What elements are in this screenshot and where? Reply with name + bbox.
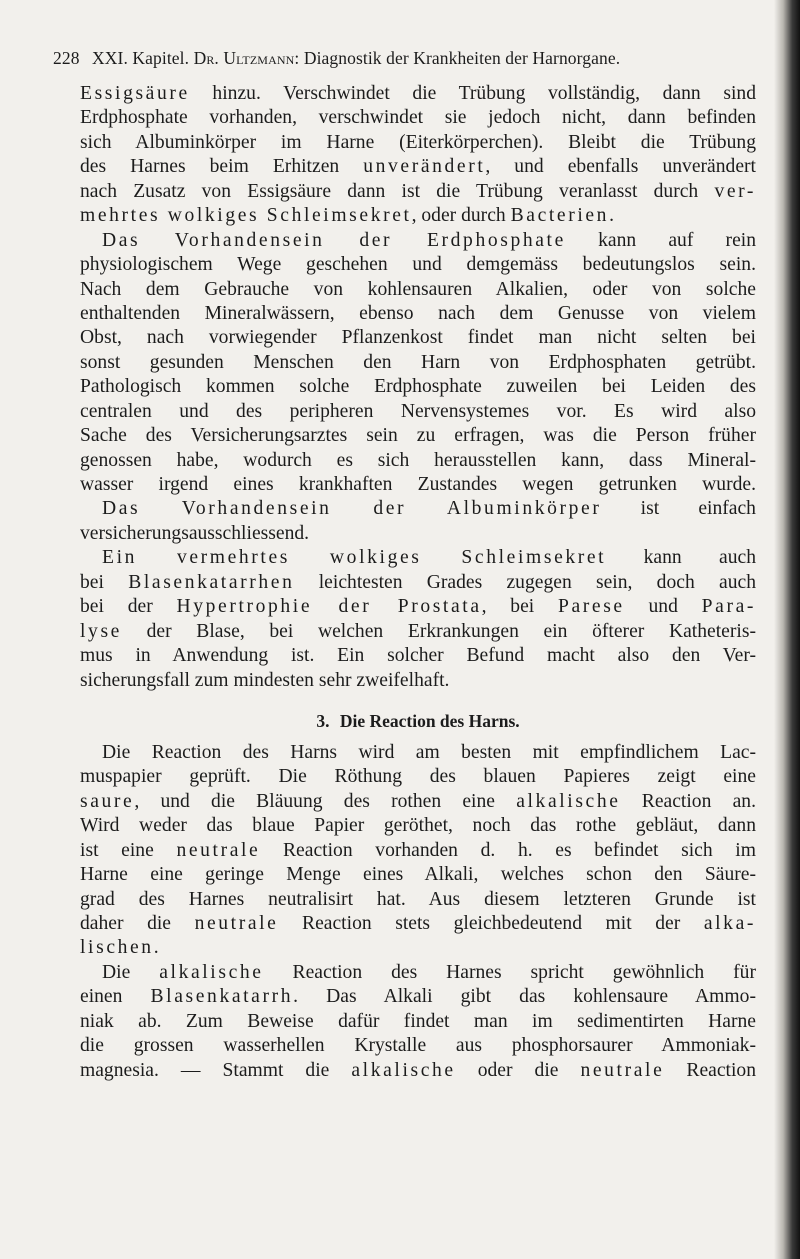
emphasized-text: Bacterien <box>510 205 610 227</box>
text-line <box>80 1059 756 1083</box>
page-number: 228 <box>53 48 80 68</box>
emphasized-text: Ein vermehrtes wolkiges Schleimsekret <box>102 547 607 569</box>
text-segment: des Harnes beim Erhitzen <box>80 156 364 178</box>
text-line <box>80 131 756 155</box>
text-segment: mus in Anwendung ist. Ein solcher Befund macht also den Ver- <box>80 645 756 667</box>
book-title: Diagnostik der Krankheiten der Harnorgane. <box>303 48 621 68</box>
text-line <box>80 620 756 644</box>
text-segment: Die <box>102 961 160 983</box>
text-line <box>80 424 756 448</box>
text-segment: Reaction vorhanden d. h. es befindet sich im <box>260 839 756 861</box>
emphasized-text: alkalische <box>351 1059 456 1081</box>
emphasized-text: Parese <box>557 596 625 618</box>
text-segment: , und die Bläuung des rothen eine <box>134 790 517 812</box>
text-segment: , und ebenfalls unverändert <box>485 156 757 178</box>
text-line <box>80 571 756 595</box>
text-line <box>80 253 756 277</box>
text-segment: oder die <box>455 1059 581 1081</box>
text-line <box>80 936 756 960</box>
emphasized-text: Para- <box>701 596 756 618</box>
text-line <box>80 644 756 668</box>
text-segment: sonst gesunden Menschen den Harn von Erdphosphaten getrübt. <box>80 351 756 373</box>
text-segment: Sache des Versicherungsarztes sein zu erfragen, was die Person früher <box>80 425 756 447</box>
text-line <box>80 985 756 1009</box>
emphasized-text: alkalische <box>516 790 621 812</box>
paragraph-block-urine-sediment <box>80 82 756 693</box>
text-segment: einen <box>80 986 151 1008</box>
text-segment: Erdphosphate vorhanden, verschwindet sie jedoch nicht, dann befinden <box>80 107 756 129</box>
text-segment: hinzu. Verschwindet die Trübung vollständig, dann sind <box>189 83 756 104</box>
emphasized-text: alkalische <box>159 961 264 983</box>
text-line <box>80 449 756 473</box>
emphasized-text: Essigsäure <box>80 83 190 104</box>
text-segment: centralen und des peripheren Nervensystemes vor. Es wird also <box>80 400 756 422</box>
text-segment: kann auch <box>606 547 756 569</box>
text-line <box>80 326 756 350</box>
text-line <box>80 522 756 546</box>
emphasized-text: lischen <box>80 937 154 959</box>
emphasized-text: Das Vorhandensein der Albuminkörper <box>102 498 602 520</box>
text-segment: leichtesten Grades zugegen sein, doch auch <box>294 571 756 593</box>
text-segment: wasser irgend eines krankhaften Zustandes wegen getrunken wurde. <box>80 474 756 495</box>
text-segment: Reaction an. <box>620 790 756 812</box>
text-segment: , bei <box>481 596 558 618</box>
text-line <box>80 400 756 424</box>
text-line <box>80 765 756 789</box>
text-line <box>80 669 756 693</box>
text-segment: ist einfach <box>601 498 756 520</box>
text-line <box>80 888 756 912</box>
emphasized-text: neutrale <box>176 839 261 861</box>
text-segment: versicherungsausschliessend. <box>80 522 310 544</box>
text-line <box>80 106 756 130</box>
text-line <box>80 351 756 375</box>
text-segment: bei der <box>80 596 177 618</box>
text-line <box>80 912 756 936</box>
text-segment: die grossen wasserhellen Krystalle aus phosphorsaurer Ammoniak- <box>80 1035 756 1057</box>
text-line <box>80 741 756 765</box>
text-segment: muspapier geprüft. Die Röthung des blauen Papieres zeigt eine <box>80 766 756 788</box>
emphasized-text: Blasenkatarrhen <box>128 571 295 593</box>
section-number: 3. <box>316 710 330 731</box>
text-line <box>80 302 756 326</box>
paragraph-block-reaction <box>80 741 756 1083</box>
text-segment: . Das Alkali gibt das kohlensaure Ammo- <box>293 986 756 1008</box>
text-line <box>80 814 756 838</box>
section-heading <box>80 701 756 741</box>
text-line <box>80 546 756 570</box>
page-edge-shadow <box>774 0 800 1259</box>
text-segment: niak ab. Zum Beweise dafür findet man im sedimentirten Harne <box>80 1010 756 1032</box>
emphasized-text: Hypertrophie der Prostata <box>176 596 482 618</box>
text-segment: der Blase, bei welchen Erkrankungen ein öfterer Katheteris- <box>121 620 756 642</box>
text-segment: Nach dem Gebrauche von kohlensauren Alkalien, oder von solche <box>80 278 756 300</box>
text-line <box>80 839 756 863</box>
text-segment: nach Zusatz von Essigsäure dann ist die Trübung veranlasst durch <box>80 180 715 202</box>
text-segment: ist eine <box>80 839 177 861</box>
text-line <box>80 961 756 985</box>
emphasized-text: lyse <box>80 620 122 642</box>
text-line <box>80 595 756 619</box>
emphasized-text: saure <box>80 790 135 812</box>
emphasized-text: neutrale <box>580 1059 665 1081</box>
emphasized-text: neutrale <box>194 913 279 934</box>
emphasized-text: Blasenkatarrh <box>150 986 294 1008</box>
text-segment: Harne eine geringe Menge eines Alkali, welches schon den Säure- <box>80 864 756 886</box>
emphasized-text: unverändert <box>363 156 486 178</box>
emphasized-text: ver- <box>714 180 756 202</box>
text-segment: genossen habe, wodurch es sich herausstellen kann, dass Mineral- <box>80 449 756 471</box>
text-line <box>80 497 756 521</box>
text-segment: und <box>624 596 702 618</box>
text-line <box>80 204 756 228</box>
text-line <box>80 375 756 399</box>
text-segment: , oder durch <box>411 205 511 227</box>
text-line <box>80 1010 756 1034</box>
text-line <box>80 180 756 204</box>
text-line <box>80 82 756 106</box>
section-title: Die Reaction des Harns. <box>339 710 520 731</box>
text-segment: bei <box>80 571 129 593</box>
text-segment: Wird weder das blaue Papier geröthet, noch das rothe gebläut, dann <box>80 815 756 837</box>
text-line <box>80 155 756 179</box>
text-line <box>80 473 756 497</box>
text-line <box>80 863 756 887</box>
header-separator: : <box>294 48 300 68</box>
text-segment: Reaction stets gleichbedeutend mit der <box>278 913 704 934</box>
text-segment: enthaltenden Mineralwässern, ebenso nach dem Genusse von vielem <box>80 302 756 324</box>
text-line <box>80 229 756 253</box>
text-segment: . <box>153 937 159 959</box>
text-segment: kann auf rein <box>565 229 757 251</box>
emphasized-text: mehrtes wolkiges Schleimsekret <box>80 205 412 227</box>
text-segment: . <box>609 205 614 227</box>
text-segment: Pathologisch kommen solche Erdphosphate zuweilen bei Leiden des <box>80 376 756 398</box>
text-segment: Reaction <box>664 1059 757 1081</box>
text-segment: Obst, nach vorwiegender Pflanzenkost findet man nicht selten bei <box>80 327 756 349</box>
text-line <box>80 790 756 814</box>
text-segment: grad des Harnes neutralisirt hat. Aus diesem letzteren Grunde ist <box>80 888 756 910</box>
text-segment: Reaction des Harnes spricht gewöhnlich für <box>263 961 756 983</box>
text-segment: magnesia. — Stammt die <box>80 1059 352 1081</box>
text-segment: physiologischem Wege geschehen und demgemäss bedeutungslos sein. <box>80 254 756 276</box>
author-name: Dr. Ultzmann <box>193 48 295 68</box>
text-line <box>80 278 756 302</box>
text-segment: Die Reaction des Harns wird am besten mit empfindlichem Lac- <box>102 741 756 763</box>
emphasized-text: Das Vorhandensein der Erdphosphate <box>102 229 566 251</box>
text-line <box>80 1034 756 1058</box>
emphasized-text: alka- <box>703 913 756 934</box>
text-segment: sicherungsfall zum mindesten sehr zweifelhaft. <box>80 669 450 691</box>
running-header <box>53 48 753 69</box>
text-segment: daher die <box>80 913 195 934</box>
chapter-label: XXI. Kapitel. <box>92 48 190 68</box>
text-segment: sich Albuminkörper im Harne (Eiterkörperchen). Bleibt die Trübung <box>80 131 756 153</box>
body-text <box>80 82 756 1083</box>
